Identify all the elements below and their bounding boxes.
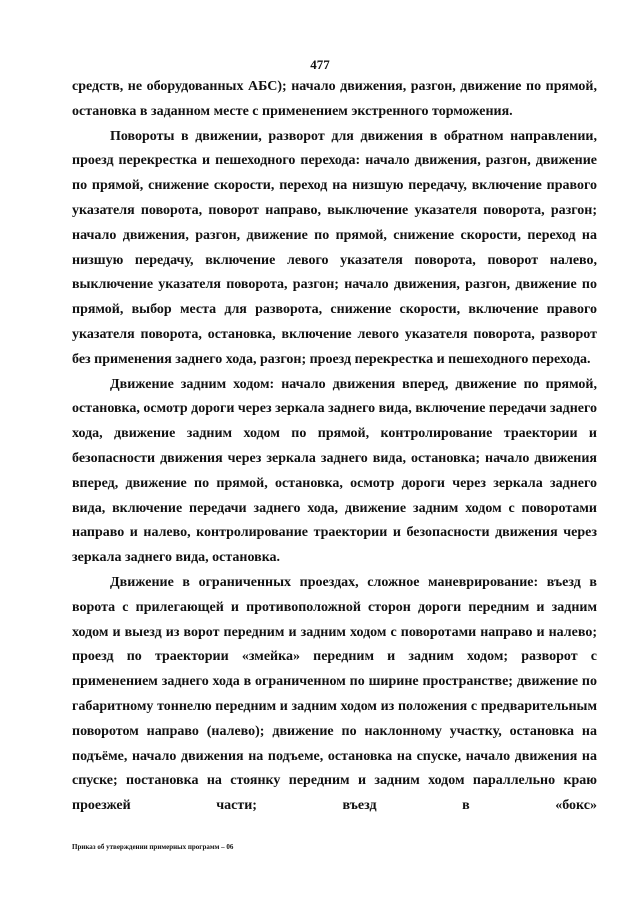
body-text (72, 75, 597, 819)
paragraph-turns: Повороты в движении, разворот для движения в обратном направлении, проезд перекрестка и пешеходного перехода: начало движения, разгон, движение по прямой, снижение скорости, переход на низшую передачу, включение правого указателя поворота, поворот направо, выключение указателя поворота, разгон; начало движения, разгон, движение по прямой, снижение скорости, переход на низшую передачу, включение левого указателя поворота, поворот налево, выключение указателя поворота, разгон; начало движения, разгон, движение по прямой, выбор места для разворота, снижение скорости, включение правого указателя поворота, остановка, включение левого указателя поворота, разворот без применения заднего хода, разгон; проезд перекрестка и пешеходного перехода. (72, 128, 597, 367)
footer-note: Приказ об утверждении примерных программ – 06 (72, 843, 234, 851)
paragraph-maneuvering: Движение в ограниченных проездах, сложное маневрирование: въезд в ворота с прилегающей и противоположной сторон дороги передним и задним ходом и выезд из ворот передним и задним ходом с поворотами направо и налево; проезд по траектории «змейка» передним и задним ходом; разворот с применением заднего хода в ограниченном по ширине пространстве; движение по габаритному тоннелю передним и задним ходом из положения с предварительным поворотом направо (налево); движение по наклонному участку, остановка на подъёме, начало движения на подъеме, остановка на спуске, начало движения на спуске; постановка на стоянку передним и задним ходом параллельно краю проезжей части; въезд в «бокс» (72, 574, 597, 814)
paragraph-reverse: Движение задним ходом: начало движения вперед, движение по прямой, остановка, осмотр дороги через зеркала заднего вида, включение передачи заднего хода, движение задним ходом по прямой, контролирование траектории и безопасности движения через зеркала заднего вида, остановка; начало движения вперед, движение по прямой, остановка, осмотр дороги через зеркала заднего вида, включение передачи заднего хода, движение задним ходом с поворотами направо и налево, контролирование траектории и безопасности движения через зеркала заднего вида, остановка. (72, 376, 597, 566)
page-number: 477 (310, 57, 330, 72)
paragraph-continuation: средств, не оборудованных АБС); начало движения, разгон, движение по прямой, остановка в заданном месте с применением экстренного торможения. (72, 79, 597, 119)
